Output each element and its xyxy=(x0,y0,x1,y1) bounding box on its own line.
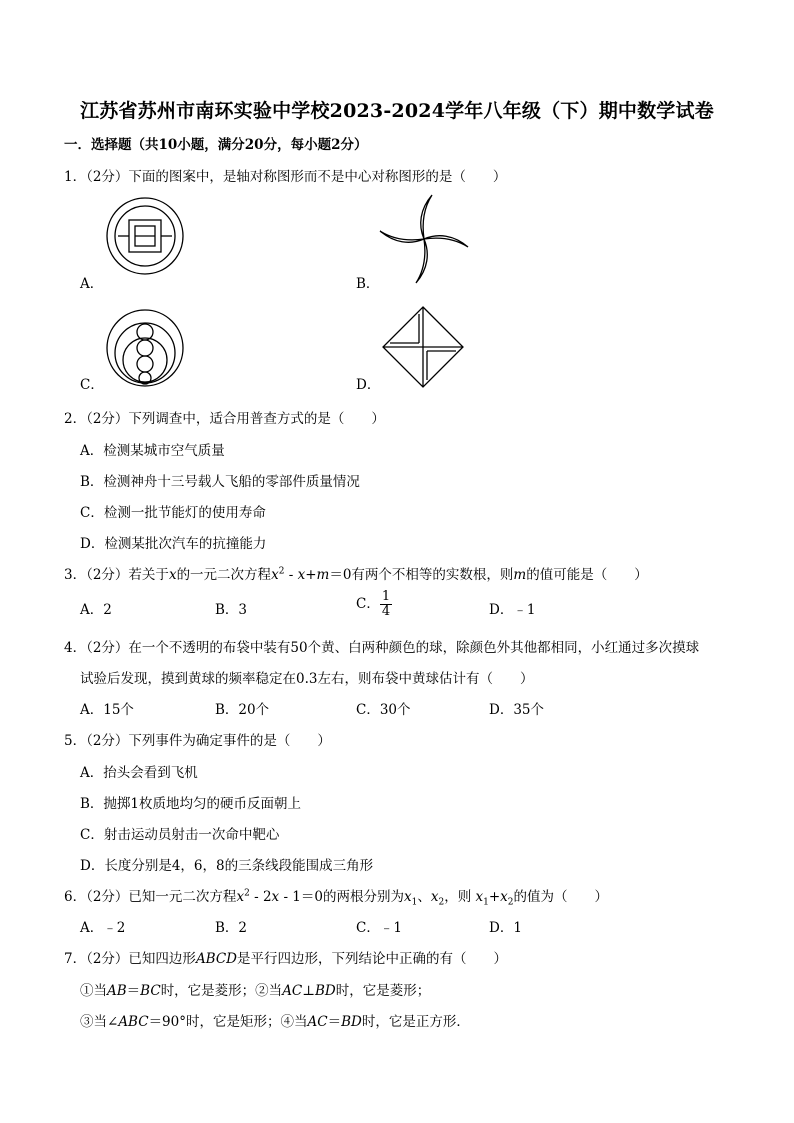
question-5-option-a: A．抬头会看到飞机 xyxy=(80,765,198,781)
question-3-stem: 3．（2分）若关于x的一元二次方程$x^2 - x+m=0$有两个不相等的实数根，则m的值可能是（ ） xyxy=(64,566,648,583)
question-3-option-a: A．2 xyxy=(80,602,112,618)
question-1-stem: 1．（2分）下面的图案中，是轴对称图形而不是中心对称图形的是（ ） xyxy=(64,169,507,185)
question-4-option-c: C．30个 xyxy=(356,702,411,718)
section-heading: 一．选择题（共10小题，满分20分，每小题2分） xyxy=(64,137,368,153)
question-4-option-a: A．15个 xyxy=(80,702,134,718)
figure-a-coin xyxy=(105,196,185,276)
figure-c-circles xyxy=(105,308,185,388)
question-2-option-c: C．检测一批节能灯的使用寿命 xyxy=(80,505,266,521)
question-6-option-d: D．1 xyxy=(489,920,522,936)
question-2-option-a: A．检测某城市空气质量 xyxy=(80,443,225,459)
question-6-option-a: A．﹣2 xyxy=(80,920,126,936)
page-title: 江苏省苏州市南环实验中学校2023-2024学年八年级（下）期中数学试卷 xyxy=(80,100,714,122)
question-5-option-c: C．射击运动员射击一次命中靶心 xyxy=(80,827,280,843)
question-7-stem: 7．（2分）已知四边形ABCD是平行四边形，下列结论中正确的有（ ） xyxy=(64,951,508,967)
fraction: $\frac{1}{4}$ xyxy=(381,589,391,619)
question-4-stem-line1: 4．（2分）在一个不透明的布袋中装有50个黄、白两种颜色的球，除颜色外其他都相同，小红通过多次摸球 xyxy=(64,640,700,656)
figure-b-pinwheel xyxy=(380,194,468,284)
question-4-option-d: D．35个 xyxy=(489,702,545,718)
figure-a-label: A． xyxy=(80,276,104,292)
figure-d-label: D． xyxy=(356,377,381,393)
question-4-option-b: B．20个 xyxy=(215,702,270,718)
question-6-stem: 6．（2分）已知一元二次方程$x^2 - 2x - 1=0$的两根分别为$x_1$、$x_2$，则 $x_1+x_2$的值为（ ） xyxy=(64,888,609,908)
question-6-option-b: B．2 xyxy=(215,920,248,936)
question-7-statements-1-2: ①当AB＝BC时，它是菱形；②当AC⊥BD时，它是菱形； xyxy=(80,983,431,999)
question-6-option-c: C．﹣1 xyxy=(356,920,402,936)
question-5-option-d: D．长度分别是4，6，8的三条线段能围成三角形 xyxy=(80,858,374,874)
question-5-option-b: B．抛掷1枚质地均匀的硬币反面朝上 xyxy=(80,796,302,812)
question-3-option-b: B．3 xyxy=(215,602,248,618)
question-4-stem-line2: 试验后发现，摸到黄球的频率稳定在0.3左右，则布袋中黄球估计有（ ） xyxy=(80,671,534,687)
figure-c-label: C． xyxy=(80,377,104,393)
figure-b-label: B． xyxy=(356,276,380,292)
question-2-option-b: B．检测神舟十三号载人飞船的零部件质量情况 xyxy=(80,474,360,490)
question-2-stem: 2．（2分）下列调查中，适合用普查方式的是（ ） xyxy=(64,411,385,427)
figure-d-diamond xyxy=(382,306,464,388)
question-3-option-c: C． $\frac{1}{4}$ xyxy=(356,589,391,619)
question-5-stem: 5．（2分）下列事件为确定事件的是（ ） xyxy=(64,733,331,749)
question-7-statements-3-4: ③当∠ABC＝90°时，它是矩形；④当AC＝BD时，它是正方形． xyxy=(80,1014,470,1030)
question-3-option-d: D．﹣1 xyxy=(489,602,536,618)
question-2-option-d: D．检测某批次汽车的抗撞能力 xyxy=(80,536,267,552)
